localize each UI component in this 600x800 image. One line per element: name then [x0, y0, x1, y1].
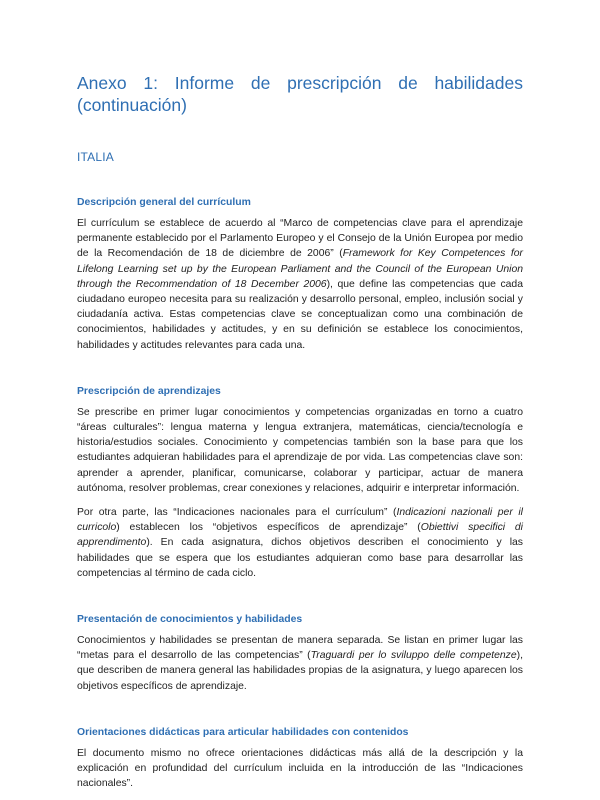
section-heading: Prescripción de aprendizajes — [77, 385, 221, 397]
section-descripcion-general — [77, 196, 523, 353]
section-heading: Orientaciones didácticas para articular habilidades con contenidos — [77, 726, 409, 738]
text-run: El documento mismo no ofrece orientaciones didácticas más allá de la descripción y la explicación en profundidad del currículum incluida en la introducción de las “Indicaciones nacionales”. — [77, 747, 523, 790]
section-presentacion-conocimientos — [77, 613, 523, 694]
section-heading: Descripción general del currículum — [77, 197, 251, 208]
italic-text-run: Traguardi per lo sviluppo delle competenze — [310, 650, 517, 662]
country-heading: ITALIA — [77, 150, 114, 164]
text-run: ), que describen de manera general las habilidades propias de la asignatura, y luego aparecen los objetivos específicos de aprendizaje. — [77, 650, 524, 692]
text-run: Se prescribe en primer lugar conocimientos y competencias organizadas en torno a cuatro “áreas culturales”: lengua materna y lengua extranjera, matemáticas, ciencia/tecnología e historia/estudios sociales. Conocimiento y competencias también son la base para que los estudiantes adquieran habilidades para el aprendizaje de por vida. Las competencias clave son: aprender a aprender, planificar, comunicarse, colaborar y participar, actuar de manera autónoma, resolver problemas, crear conexiones y relaciones, adquirir e interpretar información. — [77, 406, 523, 494]
section-paragraph — [77, 746, 523, 792]
section-orientaciones-didacticas — [77, 726, 523, 792]
section-paragraph — [77, 405, 523, 496]
section-paragraph — [77, 216, 523, 353]
document-title: Anexo 1: Informe de prescripción de habilidades (continuación) — [77, 73, 523, 115]
section-heading: Presentación de conocimientos y habilidades — [77, 614, 303, 626]
text-run: ), que define las competencias que cada ciudadano europeo necesita para su realización y desarrollo personal, empleo, inclusión social y ciudadanía activa. Estas competencias clave se conceptualizan como una combinación de conocimientos, habilidades y actitudes, y en su definición se establece los conocimientos, habilidades y actitudes relevantes para cada una. — [77, 278, 523, 351]
section-paragraph — [77, 505, 523, 581]
document-page — [77, 60, 523, 791]
section-paragraph — [77, 633, 523, 694]
italic-text-run: Indicazioni nazionali per il curricolo — [77, 507, 523, 534]
text-run: El currículum se establece de acuerdo al “Marco de competencias clave para el aprendizaje permanente establecido por el Parlamento Europeo y el Consejo de la Unión Europea por medio de la Recomendación de 18 de diciembre de 2006” ( — [77, 218, 523, 260]
text-run: ) establecen los “objetivos específicos de aprendizaje” ( — [116, 522, 421, 534]
text-run: Conocimientos y habilidades se presentan de manera separada. Se listan en primer lugar las “metas para el desarrollo de las competencias” ( — [77, 635, 523, 662]
section-prescripcion-aprendizajes — [77, 385, 523, 581]
text-run: ). En cada asignatura, dichos objetivos describen el conocimiento y las habilidades que se espera que los estudiantes adquieran como base para desarrollar las competencias al término de cada ciclo. — [77, 537, 523, 579]
italic-text-run: Obiettivi specifici di apprendimento — [77, 522, 523, 549]
text-run: Por otra parte, las “Indicaciones nacionales para el currículum” ( — [77, 507, 397, 519]
italic-text-run: Framework for Key Competences for Lifelong Learning set up by the European Parliament and the Council of the European Union through the Recommendation of 18 December 2006 — [77, 248, 523, 290]
